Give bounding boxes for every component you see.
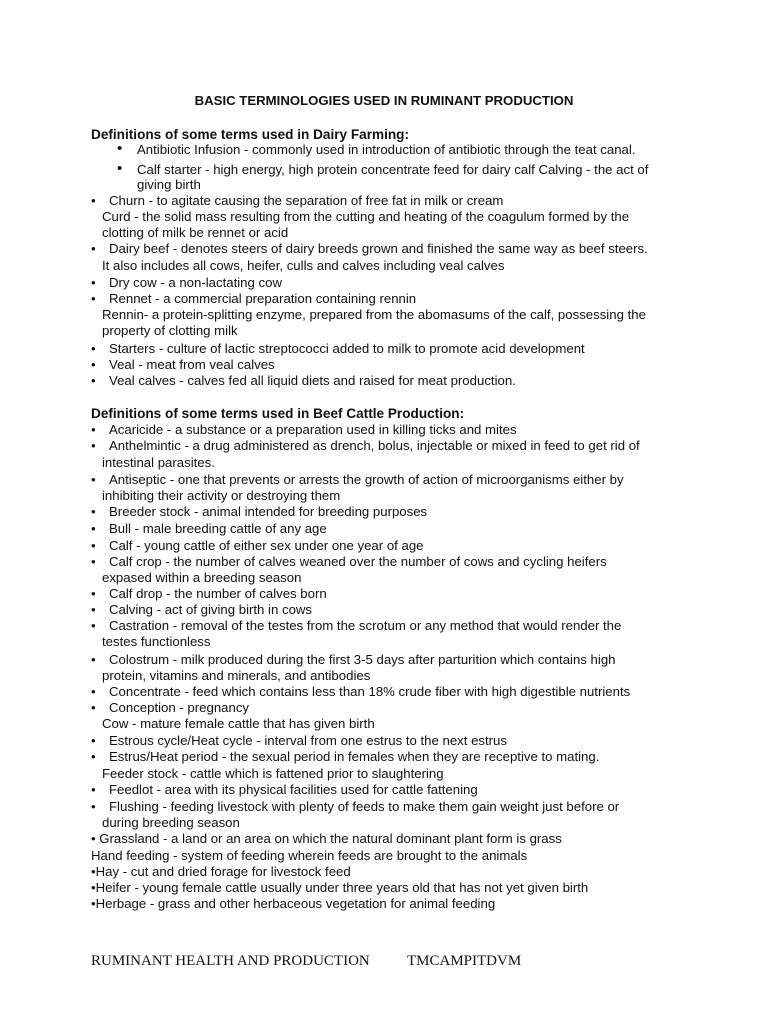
term-line: property of clotting milk bbox=[102, 323, 238, 338]
term-line: Concentrate - feed which contains less than 18% crude fiber with high digestible nutrients bbox=[109, 684, 631, 699]
term-line: Colostrum - milk produced during the first 3-5 days after parturition which contains high bbox=[109, 652, 616, 667]
bullet: • bbox=[91, 782, 96, 797]
bullet: • bbox=[91, 602, 96, 617]
term-line: Calf - young cattle of either sex under one year of age bbox=[109, 538, 424, 553]
footer-course: RUMINANT HEALTH AND PRODUCTION bbox=[91, 953, 370, 969]
bullet: • bbox=[91, 586, 96, 601]
bullet: • bbox=[91, 341, 96, 356]
term-line: Calving - act of giving birth in cows bbox=[109, 602, 313, 617]
term-line: Bull - male breeding cattle of any age bbox=[109, 521, 327, 536]
term-line: intestinal parasites. bbox=[102, 455, 215, 470]
bullet: • bbox=[91, 521, 96, 536]
term-line: Cow - mature female cattle that has given birth bbox=[102, 716, 375, 731]
bullet: • bbox=[91, 799, 96, 814]
term-line: It also includes all cows, heifer, culls and calves including veal calves bbox=[102, 258, 505, 273]
term-line: Feedlot - area with its physical facilities used for cattle fattening bbox=[109, 782, 478, 797]
term-line: Estrous cycle/Heat cycle - interval from one estrus to the next estrus bbox=[109, 733, 507, 748]
term-line: •Hay - cut and dried forage for livestock feed bbox=[91, 864, 351, 879]
term-line: expased within a breeding season bbox=[102, 570, 302, 585]
term-line: • Grassland - a land or an area on which the natural dominant plant form is grass bbox=[91, 831, 562, 846]
bullet: • bbox=[91, 422, 96, 437]
bullet: • bbox=[91, 733, 96, 748]
term-line: Castration - removal of the testes from the scrotum or any method that would render the bbox=[109, 618, 622, 633]
bullet: • bbox=[117, 140, 123, 157]
term-line: Veal - meat from veal calves bbox=[109, 357, 275, 372]
term-line: Dairy beef - denotes steers of dairy breeds grown and finished the same way as beef steers. bbox=[109, 241, 648, 256]
bullet: • bbox=[91, 504, 96, 519]
bullet: • bbox=[91, 554, 96, 569]
term-line: Flushing - feeding livestock with plenty of feeds to make them gain weight just before or bbox=[109, 799, 620, 814]
term-line: Veal calves - calves fed all liquid diets and raised for meat production. bbox=[109, 373, 516, 388]
bullet: • bbox=[91, 652, 96, 667]
dairy-heading: Definitions of some terms used in Dairy Farming: bbox=[91, 127, 409, 142]
term-line: Calf drop - the number of calves born bbox=[109, 586, 327, 601]
term-line: Calf starter - high energy, high protein concentrate feed for dairy calf Calving - the act of bbox=[137, 162, 649, 177]
term-line: Antibiotic Infusion - commonly used in introduction of antibiotic through the teat canal. bbox=[137, 142, 636, 157]
term-line: Conception - pregnancy bbox=[109, 700, 250, 715]
term-line: during breeding season bbox=[102, 815, 240, 830]
bullet: • bbox=[91, 438, 96, 453]
term-line: •Heifer - young female cattle usually under three years old that has not yet given birth bbox=[91, 880, 589, 895]
term-line: Antiseptic - one that prevents or arrests the growth of action of microorganisms either by bbox=[109, 472, 624, 487]
bullet: • bbox=[91, 241, 96, 256]
term-line: testes functionless bbox=[102, 634, 211, 649]
term-line: Rennet - a commercial preparation containing rennin bbox=[109, 291, 417, 306]
page-title: BASIC TERMINOLOGIES USED IN RUMINANT PRODUCTION bbox=[194, 93, 574, 108]
term-line: protein, vitamins and minerals, and antibodies bbox=[102, 668, 371, 683]
bullet: • bbox=[91, 275, 96, 290]
bullet: • bbox=[91, 472, 96, 487]
term-line: Calf crop - the number of calves weaned over the number of cows and cycling heifers bbox=[109, 554, 607, 569]
term-line: Starters - culture of lactic streptococci added to milk to promote acid development bbox=[109, 341, 585, 356]
term-line: Feeder stock - cattle which is fattened prior to slaughtering bbox=[102, 766, 444, 781]
bullet: • bbox=[91, 373, 96, 388]
bullet: • bbox=[91, 357, 96, 372]
term-line: Anthelmintic - a drug administered as drench, bolus, injectable or mixed in feed to get rid of bbox=[109, 438, 640, 453]
bullet: • bbox=[91, 291, 96, 306]
bullet: • bbox=[117, 160, 123, 177]
term-line: Curd - the solid mass resulting from the cutting and heating of the coagulum formed by the bbox=[102, 209, 630, 224]
term-line: •Herbage - grass and other herbaceous vegetation for animal feeding bbox=[91, 896, 496, 911]
term-line: Breeder stock - animal intended for breeding purposes bbox=[109, 504, 428, 519]
bullet: • bbox=[91, 538, 96, 553]
term-line: giving birth bbox=[137, 177, 201, 192]
bullet: • bbox=[91, 618, 96, 633]
term-line: Dry cow - a non-lactating cow bbox=[109, 275, 282, 290]
term-line: Acaricide - a substance or a preparation used in killing ticks and mites bbox=[109, 422, 517, 437]
bullet: • bbox=[91, 684, 96, 699]
term-line: clotting of milk be rennet or acid bbox=[102, 225, 289, 240]
term-line: inhibiting their activity or destroying them bbox=[102, 488, 341, 503]
bullet: • bbox=[91, 193, 96, 208]
term-line: Estrus/Heat period - the sexual period in females when they are receptive to mating. bbox=[109, 749, 600, 764]
term-line: Hand feeding - system of feeding wherein feeds are brought to the animals bbox=[91, 848, 528, 863]
term-line: Rennin- a protein-splitting enzyme, prepared from the abomasums of the calf, possessing the bbox=[102, 307, 646, 322]
beef-heading: Definitions of some terms used in Beef Cattle Production: bbox=[91, 406, 465, 421]
bullet: • bbox=[91, 700, 96, 715]
footer-author: TMCAMPITDVM bbox=[407, 953, 522, 969]
term-line: Churn - to agitate causing the separation of free fat in milk or cream bbox=[109, 193, 504, 208]
bullet: • bbox=[91, 749, 96, 764]
